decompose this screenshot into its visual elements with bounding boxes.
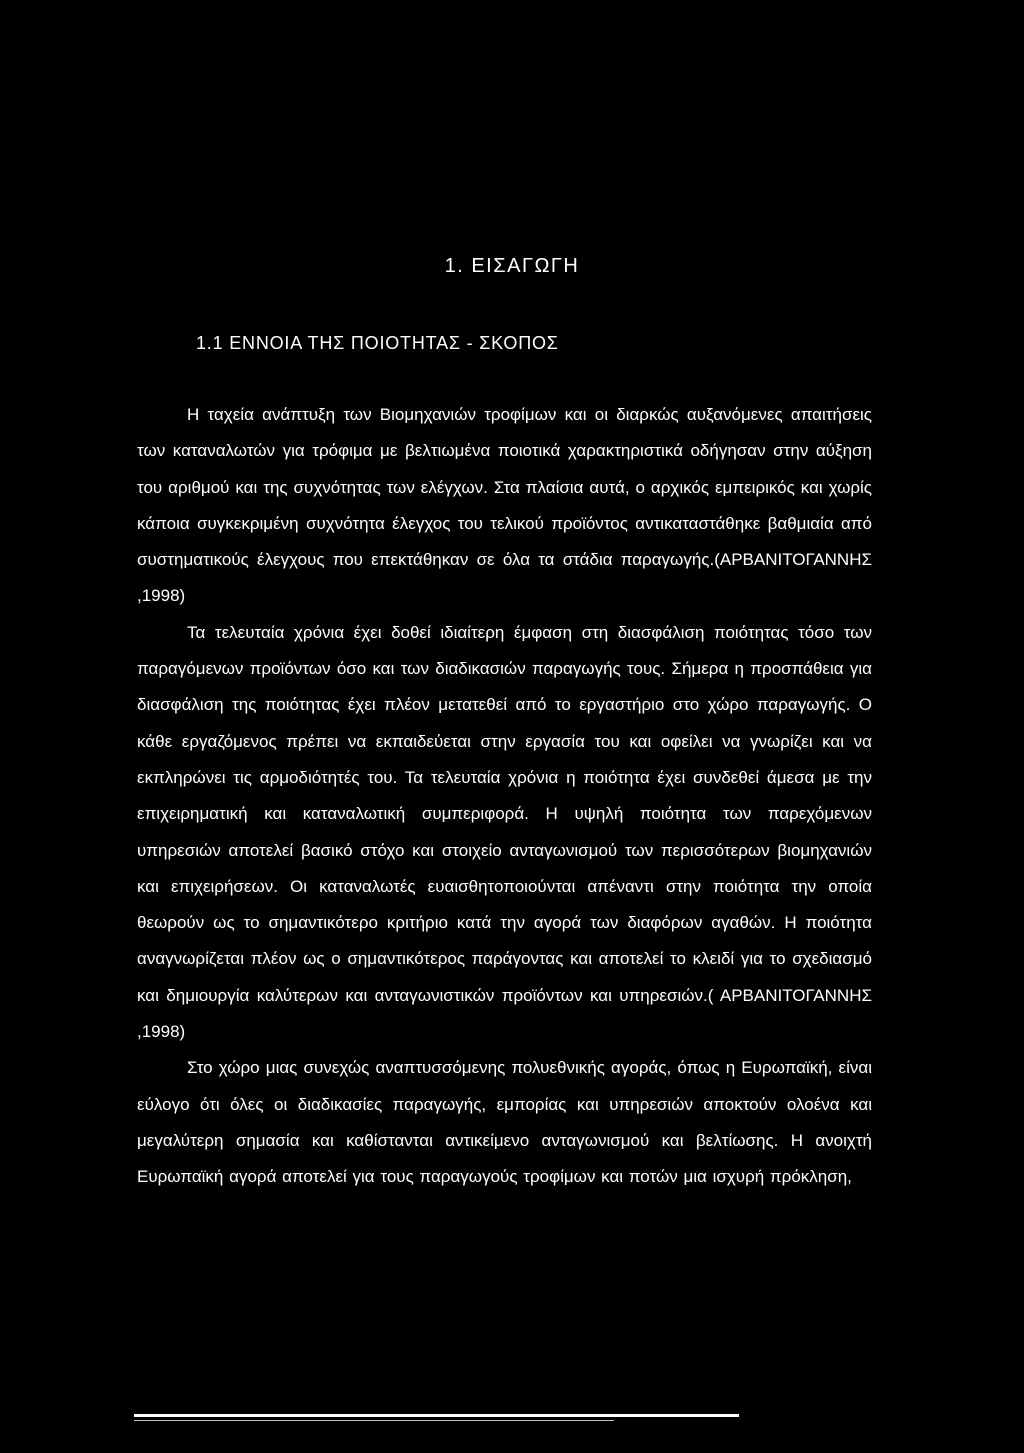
section-title: 1.1 ΕΝΝΟΙΑ ΤΗΣ ΠΟΙΟΤΗΤΑΣ - ΣΚΟΠΟΣ (196, 333, 559, 353)
paragraph: Τα τελευταία χρόνια έχει δοθεί ιδιαίτερη έμφαση στη διασφάλιση ποιότητας τόσο των παραγόμενων προϊόντων όσο και των διαδικασιών παραγωγής τους. Σήμερα η προσπάθεια για διασφάλιση της ποιότητας έχει πλέον μετατεθεί από το εργαστήριο στο χώρο παραγωγής. Ο κάθε εργαζόμενος πρέπει να εκπαιδεύεται στην εργασία του και οφείλει να γνωρίζει και να εκπληρώνει τις αρμοδιότητές του. Τα τελευταία χρόνια η ποιότητα έχει συνδεθεί άμεσα με την επιχειρηματική και καταναλωτική συμπεριφορά. Η υψηλή ποιότητα των παρεχόμενων υπηρεσιών αποτελεί βασικό στόχο και στοιχείο ανταγωνισμού των περισσότερων βιομηχανιών και επιχειρήσεων. Οι καταναλωτές ευαισθητοποιούνται απέναντι στην ποιότητα την οποία θεωρούν ως το σημαντικότερο κριτήριο κατά την αγορά των διαφόρων αγαθών. Η ποιότητα αναγνωρίζεται πλέον ως ο σημαντικότερος παράγοντας και αποτελεί το κλειδί για το σχεδιασμό και δημιουργία καλύτερων και ανταγωνιστικών προϊόντων και υπηρεσιών.( ΑΡΒΑΝΙΤΟΓΑΝΝΗΣ ,1998) (137, 622, 872, 1042)
footnote-separator (134, 1414, 739, 1417)
paragraph: Η ταχεία ανάπτυξη των Βιομηχανιών τροφίμων και οι διαρκώς αυξανόμενες απαιτήσεις των καταναλωτών για τρόφιμα με βελτιωμένα ποιοτικά χαρακτηριστικά οδήγησαν στην αύξηση του αριθμού και της συχνότητας των ελέγχων. Στα πλαίσια αυτά, ο αρχικός εμπειρικός και χωρίς κάποια συγκεκριμένη συχνότητα έλεγχος του τελικού προϊόντος αντικαταστάθηκε βαθμιαία από συστηματικούς έλεγχους που επεκτάθηκαν σε όλα τα στάδια παραγωγής.(ΑΡΒΑΝΙΤΟΓΑΝΝΗΣ ,1998) (137, 405, 872, 606)
chapter-title: 1. ΕΙΣΑΓΩΓΗ (444, 255, 580, 277)
body-text (137, 397, 872, 1196)
footnote-separator-thin (134, 1420, 614, 1421)
paragraph: Στο χώρο μιας συνεχώς αναπτυσσόμενης πολυεθνικής αγοράς, όπως η Ευρωπαϊκή, είναι εύλογο ότι όλες οι διαδικασίες παραγωγής, εμπορίας και υπηρεσιών αποκτούν ολοένα και μεγαλύτερη σημασία και καθίστανται αντικείμενο ανταγωνισμού και βελτίωσης. Η ανοιχτή Ευρωπαϊκή αγορά αποτελεί για τους παραγωγούς τροφίμων και ποτών μια ισχυρή πρόκληση, (137, 1058, 872, 1187)
